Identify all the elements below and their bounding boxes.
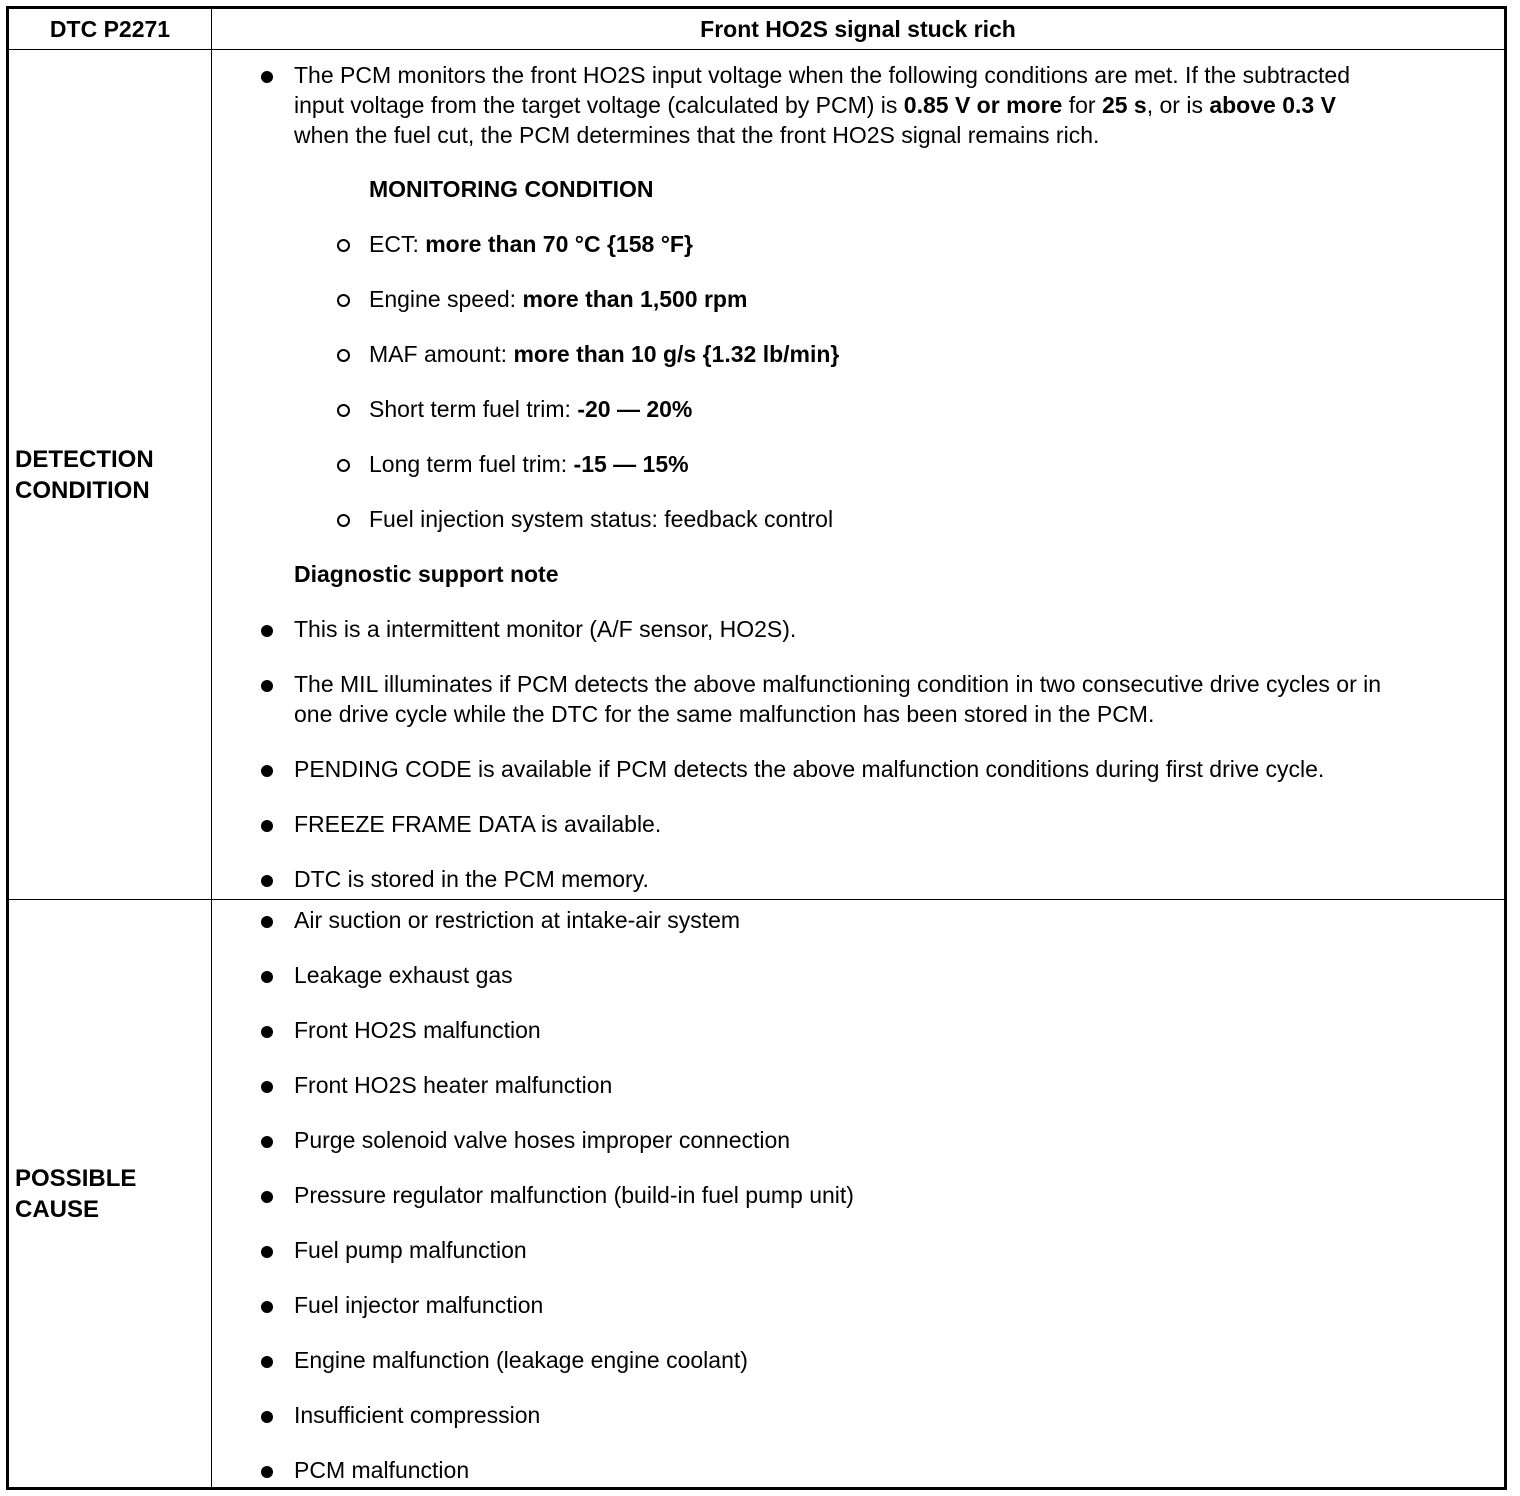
dtc-title: Front HO2S signal stuck rich bbox=[212, 8, 1506, 50]
note-mil-line2: one drive cycle while the DTC for the same malfunction has been stored in the PCM. bbox=[294, 701, 1155, 727]
intro-line1: The PCM monitors the front HO2S input voltage when the following conditions are met. If the subtracted bbox=[294, 62, 1350, 88]
bullet-icon bbox=[261, 875, 273, 887]
note-mil-line1: The MIL illuminates if PCM detects the above malfunctioning condition in two consecutive drive cycles or in bbox=[294, 671, 1382, 697]
detection-label-line1: DETECTION bbox=[15, 445, 154, 473]
circle-bullet-icon bbox=[337, 239, 350, 252]
cause-item: Purge solenoid valve hoses improper connection bbox=[294, 1127, 791, 1153]
circle-bullet-icon bbox=[337, 404, 350, 417]
cause-item: Front HO2S malfunction bbox=[294, 1017, 541, 1043]
cause-label bbox=[8, 900, 212, 1489]
note-stored: DTC is stored in the PCM memory. bbox=[294, 866, 649, 892]
condition-engine-speed: Engine speed: more than 1,500 rpm bbox=[369, 286, 748, 312]
cause-item: Fuel pump malfunction bbox=[294, 1237, 527, 1263]
bullet-icon bbox=[261, 916, 273, 928]
detection-label-line2: CONDITION bbox=[15, 476, 150, 504]
condition-ect: ECT: more than 70 °C {158 °F} bbox=[369, 231, 693, 257]
cause-item: Pressure regulator malfunction (build-in fuel pump unit) bbox=[294, 1182, 854, 1208]
bullet-icon bbox=[261, 1246, 273, 1258]
bullet-icon bbox=[261, 71, 273, 83]
bullet-icon bbox=[261, 680, 273, 692]
circle-bullet-icon bbox=[337, 294, 350, 307]
cause-item: Fuel injector malfunction bbox=[294, 1292, 544, 1318]
bullet-icon bbox=[261, 971, 273, 983]
dtc-code: DTC P2271 bbox=[8, 8, 212, 50]
cause-item: Insufficient compression bbox=[294, 1402, 541, 1428]
support-title: Diagnostic support note bbox=[294, 561, 559, 587]
bullet-icon bbox=[261, 1411, 273, 1423]
condition-fuel-injection: Fuel injection system status: feedback control bbox=[369, 506, 834, 532]
dtc-table bbox=[6, 6, 1507, 1490]
circle-bullet-icon bbox=[337, 514, 350, 527]
note-freeze-frame: FREEZE FRAME DATA is available. bbox=[294, 811, 662, 837]
monitoring-title: MONITORING CONDITION bbox=[369, 176, 654, 202]
bullet-icon bbox=[261, 820, 273, 832]
detection-label bbox=[8, 50, 212, 900]
intro-line3: when the fuel cut, the PCM determines that the front HO2S signal remains rich. bbox=[294, 122, 1100, 148]
condition-long-trim: Long term fuel trim: -15 — 15% bbox=[369, 451, 689, 477]
cause-row bbox=[8, 900, 1506, 1489]
circle-bullet-icon bbox=[337, 459, 350, 472]
bullet-icon bbox=[261, 1301, 273, 1313]
cause-content bbox=[212, 900, 1506, 1489]
bullet-icon bbox=[261, 1466, 273, 1478]
bullet-icon bbox=[261, 765, 273, 777]
cause-item: PCM malfunction bbox=[294, 1457, 470, 1483]
cause-item: Leakage exhaust gas bbox=[294, 962, 513, 988]
note-intermittent: This is a intermittent monitor (A/F sensor, HO2S). bbox=[294, 616, 797, 642]
circle-bullet-icon bbox=[337, 349, 350, 362]
detection-content bbox=[212, 50, 1506, 900]
detection-row bbox=[8, 50, 1506, 900]
cause-item: Air suction or restriction at intake-air system bbox=[294, 907, 741, 933]
bullet-icon bbox=[261, 1026, 273, 1038]
note-pending: PENDING CODE is available if PCM detects the above malfunction conditions during first drive cycle. bbox=[294, 756, 1325, 782]
condition-short-trim: Short term fuel trim: -20 — 20% bbox=[369, 396, 693, 422]
header-row bbox=[8, 8, 1506, 50]
bullet-icon bbox=[261, 1081, 273, 1093]
condition-maf: MAF amount: more than 10 g/s {1.32 lb/min} bbox=[369, 341, 840, 367]
intro-line2: input voltage from the target voltage (calculated by PCM) is 0.85 V or more for 25 s, or is above 0.3 V bbox=[294, 92, 1336, 118]
cause-label-line1: POSSIBLE bbox=[15, 1164, 137, 1192]
bullet-icon bbox=[261, 1191, 273, 1203]
cause-item: Front HO2S heater malfunction bbox=[294, 1072, 613, 1098]
bullet-icon bbox=[261, 625, 273, 637]
cause-item: Engine malfunction (leakage engine coolant) bbox=[294, 1347, 748, 1373]
bullet-icon bbox=[261, 1356, 273, 1368]
cause-label-line2: CAUSE bbox=[15, 1195, 100, 1223]
bullet-icon bbox=[261, 1136, 273, 1148]
